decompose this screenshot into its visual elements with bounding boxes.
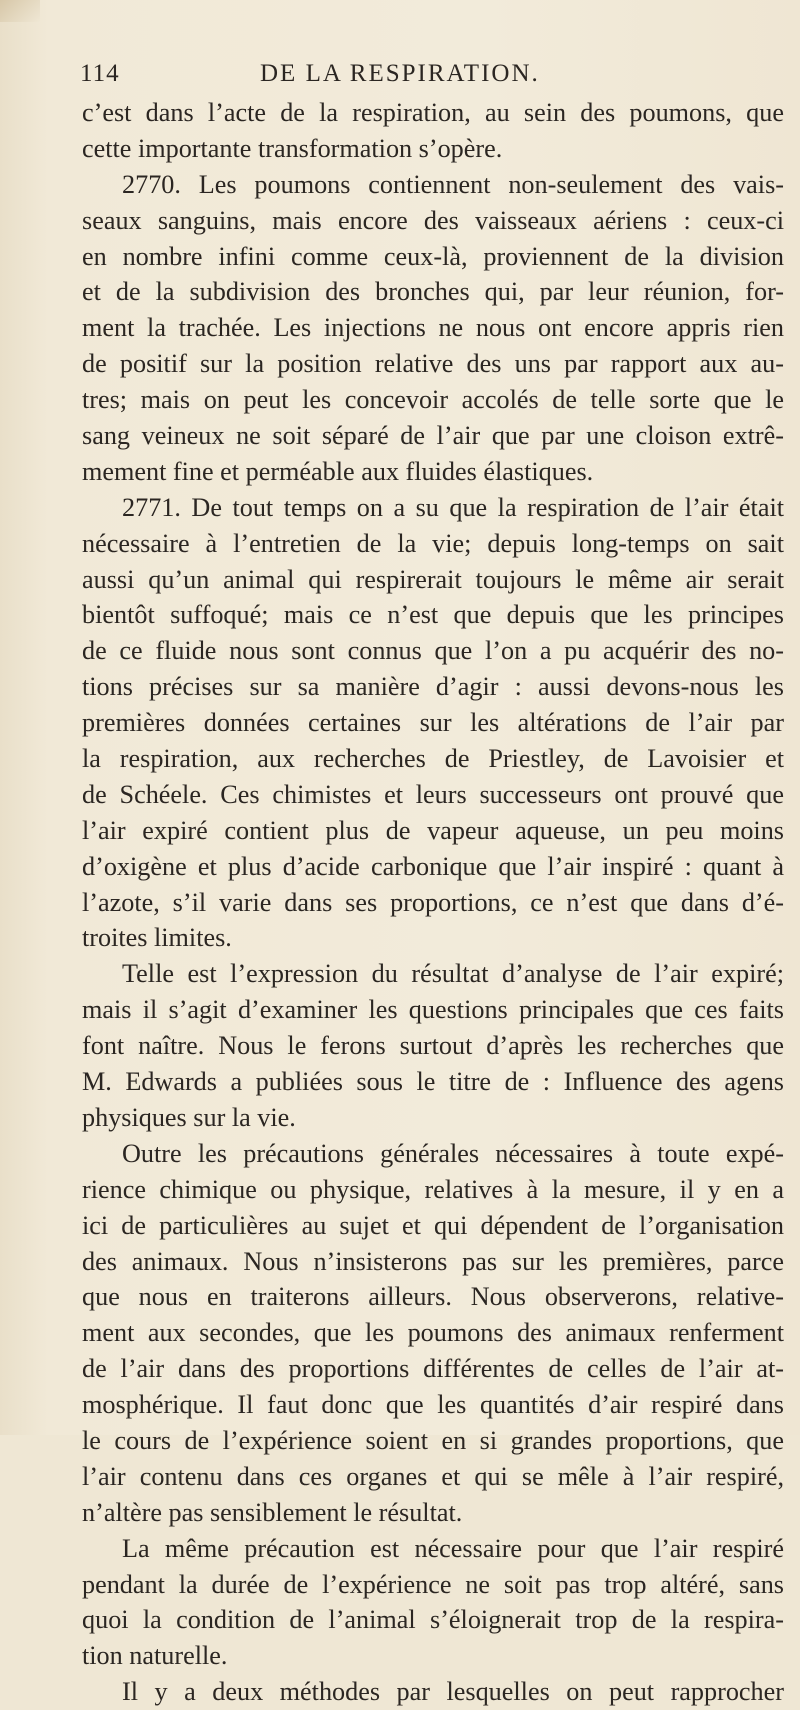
text-line: tres; mais on peut les concevoir accolés de telle sorte que le bbox=[82, 385, 784, 415]
text-line: aussi qu’un animal qui respirerait toujours le même air serait bbox=[82, 564, 784, 594]
body-text bbox=[82, 95, 784, 1710]
text-line: des animaux. Nous n’insisterons pas sur les premières, parce bbox=[82, 1246, 784, 1276]
text-line: l’azote, s’il varie dans ses proportions, ce n’est que dans d’é- bbox=[82, 887, 784, 917]
text-line: tions précises sur sa manière d’agir : aussi devons-nous les bbox=[82, 672, 784, 702]
text-line: Il y a deux méthodes par lesquelles on peut rapprocher bbox=[122, 1677, 784, 1707]
text-line: troites limites. bbox=[82, 923, 232, 953]
text-line: mosphérique. Il faut donc que les quantités d’air respiré dans bbox=[82, 1390, 784, 1420]
text-line: n’altère pas sensiblement le résultat. bbox=[82, 1497, 463, 1527]
text-line: que nous en traiterons ailleurs. Nous observerons, relative- bbox=[82, 1282, 784, 1312]
text-line: Outre les précautions générales nécessaires à toute expé- bbox=[122, 1138, 784, 1168]
text-line: ment la trachée. Les injections ne nous ont encore appris rien bbox=[82, 313, 784, 343]
text-line: premières données certaines sur les altérations de l’air par bbox=[82, 708, 784, 738]
text-line: nécessaire à l’entretien de la vie; depuis long-temps on sait bbox=[82, 528, 784, 558]
text-line: l’air contenu dans ces organes et qui se mêle à l’air respiré, bbox=[82, 1461, 784, 1491]
text-line: pendant la durée de l’expérience ne soit pas trop altéré, sans bbox=[82, 1569, 784, 1599]
text-line: et de la subdivision des bronches qui, par leur réunion, for- bbox=[82, 277, 784, 307]
text-line: en nombre infini comme ceux-là, proviennent de la division bbox=[82, 241, 784, 271]
text-line: ment aux secondes, que les poumons des animaux renferment bbox=[82, 1318, 784, 1348]
text-line: M. Edwards a publiées sous le titre de : Influence des agens bbox=[82, 1067, 784, 1097]
running-title: DE LA RESPIRATION. bbox=[260, 60, 540, 87]
text-line: font naître. Nous le ferons surtout d’après les recherches que bbox=[82, 1031, 784, 1061]
text-line: 2770. Les poumons contiennent non-seulement des vais- bbox=[122, 169, 784, 199]
text-line: tion naturelle. bbox=[82, 1641, 228, 1671]
text-line: La même précaution est nécessaire pour que l’air respiré bbox=[122, 1533, 784, 1563]
text-line: rience chimique ou physique, relatives à la mesure, il y en a bbox=[82, 1174, 784, 1204]
text-line: 2771. De tout temps on a su que la respiration de l’air était bbox=[122, 492, 784, 522]
page-corner-shadow bbox=[0, 0, 40, 22]
page-number: 114 bbox=[80, 60, 120, 87]
text-line: seaux sanguins, mais encore des vaisseaux aériens : ceux-ci bbox=[82, 205, 784, 235]
text-line: de positif sur la position relative des uns par rapport aux au- bbox=[82, 349, 784, 379]
text-line: le cours de l’expérience soient en si grandes proportions, que bbox=[82, 1425, 784, 1455]
text-line: de l’air dans des proportions différentes de celles de l’air at- bbox=[82, 1354, 784, 1384]
text-line: d’oxigène et plus d’acide carbonique que l’air inspiré : quant à bbox=[82, 851, 784, 881]
text-line: sang veineux ne soit séparé de l’air que par une cloison extrê- bbox=[82, 421, 784, 451]
text-line: de Schéele. Ces chimistes et leurs successeurs ont prouvé que bbox=[82, 779, 784, 809]
text-line: ici de particulières au sujet et qui dépendent de l’organisation bbox=[82, 1210, 784, 1240]
page-header bbox=[80, 60, 780, 94]
text-line: cette importante transformation s’opère. bbox=[82, 133, 503, 163]
text-line: Telle est l’expression du résultat d’analyse de l’air expiré; bbox=[122, 959, 784, 989]
text-line: l’air expiré contient plus de vapeur aqueuse, un peu moins bbox=[82, 815, 784, 845]
text-line: la respiration, aux recherches de Priestley, de Lavoisier et bbox=[82, 744, 784, 774]
text-line: quoi la condition de l’animal s’éloignerait trop de la respira- bbox=[82, 1605, 784, 1635]
text-line: mais il s’agit d’examiner les questions principales que ces faits bbox=[82, 995, 784, 1025]
text-line: bientôt suffoqué; mais ce n’est que depuis que les principes bbox=[82, 600, 784, 630]
text-line: physiques sur la vie. bbox=[82, 1102, 296, 1132]
text-line: c’est dans l’acte de la respiration, au sein des poumons, que bbox=[82, 98, 784, 127]
text-line: de ce fluide nous sont connus que l’on a pu acquérir des no- bbox=[82, 636, 784, 666]
text-line: mement fine et perméable aux fluides élastiques. bbox=[82, 456, 594, 486]
